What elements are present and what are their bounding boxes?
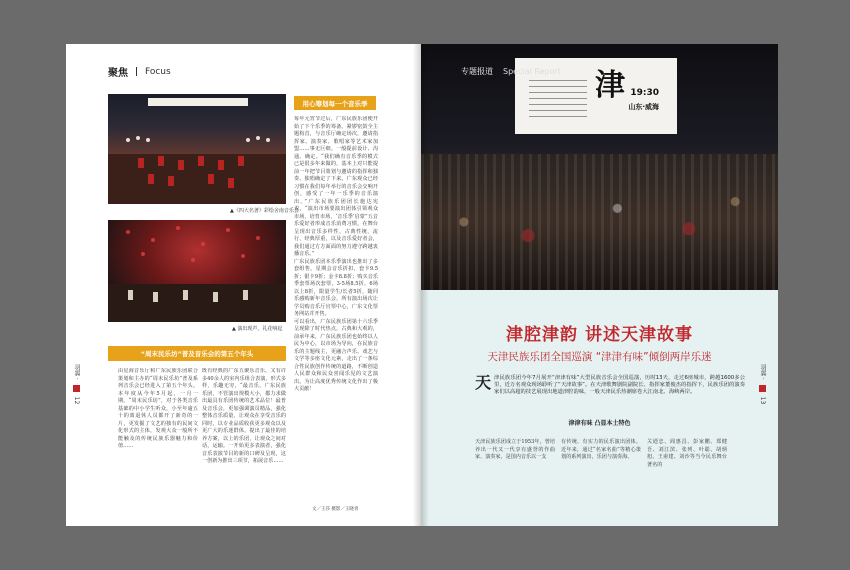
section-title-cn: 专题报道	[461, 67, 493, 76]
section-title-cn: 聚焦	[108, 68, 128, 79]
article-title: 津腔津韵 讲述天津故事	[506, 325, 693, 345]
subhead-tag-2: “周末民乐坊”普及音乐会的第五个年头	[108, 346, 286, 361]
photo-caption-1: ▲《四大名著》彩绘舍南音乐会	[230, 208, 299, 214]
section-header-right	[461, 66, 561, 77]
brand-square-icon	[73, 385, 80, 392]
page-margin-mark-right	[758, 364, 767, 404]
body-text-a1: 每年元宵节过后，广东民族乐团便开始了下个乐季的筹备。紧锣密鼓全主题构首，与音乐厅确定场次，邀请指挥家、演奏家、歌唱家等艺术家加盟……事无巨细。一般提前设计、沟通、确定。“我们确有音乐季的模式已是很多年来做的，基本上对只能提前一年把节目策划与邀请的指挥和独奏、独唱确定了下来。广东观众已经习惯在我们每年举行的音乐会交响开创，感受了一年一乐季的音乐演出。”广东民族乐团团长施达宪说，“演出市场要演出团体引领观众市场，培育市场，‘音乐季’启蒙”五音乐爱好者形成音乐消费习惯，在舞台呈现出音乐多样性，古典性统，流行，经典厚重，以及音乐爱好者会，我们通过方方面面的努力遵守跨越衷播音乐。”	[294, 116, 378, 257]
orchestra-musicians	[421, 154, 778, 290]
concert-photo-2	[108, 220, 286, 322]
brand-square-icon	[759, 385, 766, 392]
body-column-a	[294, 116, 378, 486]
drop-cap: 天	[475, 373, 492, 392]
author-credit: 文／王莎 摄影／王晓青	[312, 507, 359, 512]
body-column-3: 关迺忠、阎惠昌、彭家鹏、郑健吾、刘江滨、张列、叶聪、胡炳旭、王甫建、刘沙等当今民乐舞台著名的	[647, 439, 727, 468]
confetti-illustration	[108, 220, 286, 322]
margin-label: 羽翼 ·	[73, 364, 80, 380]
body-column-c: 既有经典的广东五聚乐音乐，又有许多40余人的室内乐组合表演，形式多样，乐趣无穷，“最音乐，广东民族乐团，不管演出规模大小，都力求做出最具有乐团传统的艺术品位！最普及音乐会，更加强调演员精品，强化整体音乐质量，让观众在享受音乐的同时，以专业品质收获更多观众以及更广大的乐迷群体，提出了最佳的培养方案，以上的乐团，让观众之间对话，运输。一开始更多表演者，强化音乐表演节目的新的口碑及呈现，这一创新为推出三项节，拓展音乐……	[202, 368, 286, 464]
lead-text: 津民族乐团今年7月展开“津津有味”大型民族音乐会全国巡演，历时13天，走过6座城市，跨越1600多公里，近万名观众现场聆听了“天津故事”。在天津歌舞剧院副院长、指挥家董俊杰的指挥下，民族乐团的演奏家们以高超的技艺展现出地道津腔韵味，一般天津民乐热潮席卷大江南北、海峡两岸。	[494, 375, 745, 396]
page-number: 12	[73, 396, 80, 405]
right-page	[421, 44, 778, 526]
article-subtitle: 天津民族乐团全国巡演 “津津有味”倾倒两岸乐迷	[487, 351, 712, 363]
concert-photo-1	[108, 94, 286, 204]
lead-paragraph	[475, 375, 745, 397]
header-divider	[136, 67, 137, 76]
section-title-en: Special Report	[503, 67, 561, 76]
screen-time: 19:30	[630, 88, 659, 98]
margin-label: 羽翼 ·	[759, 364, 766, 380]
body-column-1: 天津民族乐团成立于1953年，曾培养出一代又一代享有盛誉的作曲家、演奏家，是国内音乐以一支	[475, 439, 555, 460]
screen-text-lines	[529, 80, 587, 120]
photo-caption-2: ▲ 演出现声，礼花响起	[232, 326, 283, 332]
body-column-2: 有传统、有实力的民乐演出团体。近年来，通过“名家名曲”等精心策划的系列演出，乐团与演奏海、	[561, 439, 641, 460]
body-text-a3: 可以看出，广东民族乐团第十六乐季呈现除了时代热点，古典和大观的，前承年来，广东民族乐团也始终以人民为中心，以市场为导向，在民族音乐的主题线主，更融合声乐、戏艺与文学等多座文化元素，走出了一条综合性民族创作传统的道路，不断创造人民群众和民众喜闻乐见的文艺演出。为让高度优秀传统文化作出了极大贡献！	[294, 318, 378, 392]
subhead-tag-1: 用心筹划每一个音乐季	[294, 96, 376, 110]
section-subhead: 津津有味 凸显本土特色	[568, 420, 631, 427]
screen-big-character: 津	[595, 68, 625, 103]
section-header	[108, 64, 171, 79]
page-number: 13	[759, 396, 766, 405]
screen-city: 山东·威海	[628, 103, 659, 111]
page-margin-mark-left	[72, 364, 81, 404]
body-column-b: 由星海音乐厅和广东民族乐团联合策划和主办的“周末民乐坊”普及系列音乐会已经进入了第五个年头。本年度从今年5月起，一月一期。“周末民乐坊”，对于各类音乐基础的中小学生听众，小至年逾五十的离退休人员都开了新奇的一片，更发掘了文艺的独有的民间文化形式的主体，发观大众一般所不能触及的传统民族乐器魅力和价值……	[118, 368, 198, 449]
left-page	[66, 44, 421, 526]
body-text-a2: 广东民族乐团本乐季演出也推出了多套组售，星期会音乐折扣，套卡9.5折；银卡9折；金卡8.8折；购买音乐季套票场次套票，3-5场8.5折、6场以上8折，限量学生/长者5折，随同乐感购新年音乐会，所有演出场次让学员购音乐厅官票中心，广东文化票务网站并开售。	[294, 258, 378, 317]
stage-illustration	[108, 94, 286, 204]
orchestra-photo	[421, 44, 778, 290]
book-gutter-shadow	[413, 44, 429, 526]
magazine-spread	[66, 44, 778, 526]
section-title-en: Focus	[145, 66, 171, 77]
